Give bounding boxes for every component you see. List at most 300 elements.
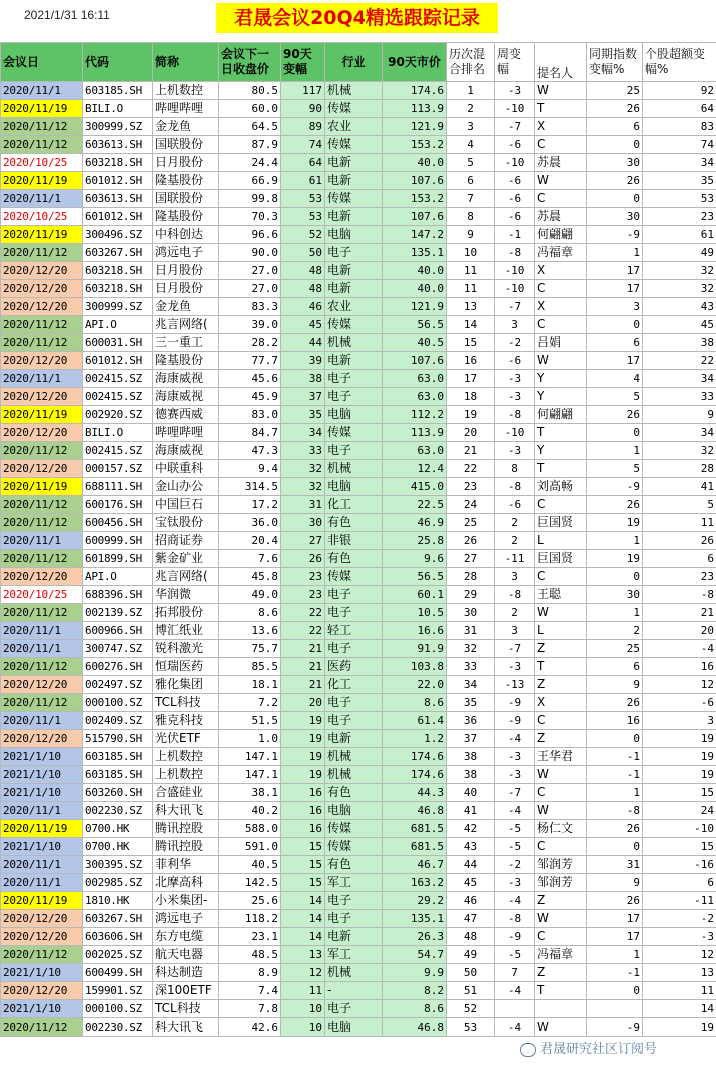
cell-excess[interactable]: 15 bbox=[643, 784, 716, 802]
cell-code[interactable]: 002139.SZ bbox=[83, 604, 153, 622]
cell-rank[interactable]: 31 bbox=[447, 622, 495, 640]
cell-mcap[interactable]: 40.0 bbox=[383, 280, 447, 298]
table-row[interactable] bbox=[1, 460, 716, 478]
cell-excess[interactable]: 13 bbox=[643, 964, 716, 982]
cell-date[interactable]: 2020/11/12 bbox=[1, 1018, 83, 1037]
cell-weekchg[interactable]: -6 bbox=[495, 496, 535, 514]
cell-industry[interactable]: 传媒 bbox=[325, 568, 383, 586]
cell-person[interactable]: X bbox=[535, 118, 587, 136]
cell-rank[interactable]: 14 bbox=[447, 316, 495, 334]
cell-close[interactable]: 588.0 bbox=[219, 820, 281, 838]
cell-chg90[interactable]: 30 bbox=[281, 514, 325, 532]
cell-mcap[interactable]: 8.6 bbox=[383, 1000, 447, 1018]
cell-weekchg[interactable]: -8 bbox=[495, 910, 535, 928]
cell-name[interactable]: 哔哩哔哩 bbox=[153, 100, 219, 118]
table-row[interactable] bbox=[1, 388, 716, 406]
cell-idx[interactable]: 1 bbox=[587, 532, 643, 550]
cell-person[interactable]: 冯福章 bbox=[535, 244, 587, 262]
cell-date[interactable]: 2020/11/12 bbox=[1, 136, 83, 154]
cell-excess[interactable]: 32 bbox=[643, 280, 716, 298]
cell-close[interactable]: 8.6 bbox=[219, 604, 281, 622]
table-row[interactable] bbox=[1, 172, 716, 190]
cell-industry[interactable]: 电子 bbox=[325, 694, 383, 712]
cell-name[interactable]: 锐科激光 bbox=[153, 640, 219, 658]
cell-industry[interactable]: 电子 bbox=[325, 388, 383, 406]
cell-code[interactable]: 600456.SH bbox=[83, 514, 153, 532]
cell-industry[interactable]: 机械 bbox=[325, 766, 383, 784]
table-row[interactable] bbox=[1, 928, 716, 946]
cell-excess[interactable]: 19 bbox=[643, 730, 716, 748]
cell-industry[interactable]: 机械 bbox=[325, 748, 383, 766]
cell-rank[interactable]: 42 bbox=[447, 820, 495, 838]
cell-person[interactable]: W bbox=[535, 802, 587, 820]
cell-excess[interactable]: 92 bbox=[643, 82, 716, 100]
table-row[interactable] bbox=[1, 892, 716, 910]
cell-person[interactable]: 吕娟 bbox=[535, 334, 587, 352]
cell-date[interactable]: 2020/11/1 bbox=[1, 190, 83, 208]
cell-date[interactable]: 2020/11/1 bbox=[1, 82, 83, 100]
cell-idx[interactable]: 0 bbox=[587, 982, 643, 1000]
cell-weekchg[interactable]: -6 bbox=[495, 136, 535, 154]
cell-idx[interactable]: 25 bbox=[587, 82, 643, 100]
cell-person[interactable]: C bbox=[535, 316, 587, 334]
cell-mcap[interactable]: 147.2 bbox=[383, 226, 447, 244]
cell-close[interactable]: 64.5 bbox=[219, 118, 281, 136]
cell-weekchg[interactable]: -13 bbox=[495, 676, 535, 694]
cell-idx[interactable]: -8 bbox=[587, 802, 643, 820]
cell-date[interactable]: 2021/1/10 bbox=[1, 784, 83, 802]
cell-excess[interactable]: 3 bbox=[643, 712, 716, 730]
cell-excess[interactable]: 5 bbox=[643, 496, 716, 514]
cell-weekchg[interactable]: -9 bbox=[495, 712, 535, 730]
cell-rank[interactable]: 11 bbox=[447, 262, 495, 280]
cell-chg90[interactable]: 48 bbox=[281, 280, 325, 298]
cell-excess[interactable]: 34 bbox=[643, 154, 716, 172]
table-row[interactable] bbox=[1, 496, 716, 514]
cell-mcap[interactable]: 40.0 bbox=[383, 154, 447, 172]
cell-idx[interactable]: 0 bbox=[587, 316, 643, 334]
cell-chg90[interactable]: 32 bbox=[281, 460, 325, 478]
cell-weekchg[interactable]: -3 bbox=[495, 658, 535, 676]
cell-mcap[interactable]: 107.6 bbox=[383, 172, 447, 190]
cell-idx[interactable]: 19 bbox=[587, 514, 643, 532]
cell-weekchg[interactable]: -7 bbox=[495, 298, 535, 316]
table-row[interactable] bbox=[1, 118, 716, 136]
cell-chg90[interactable]: 15 bbox=[281, 838, 325, 856]
cell-date[interactable]: 2020/11/19 bbox=[1, 406, 83, 424]
cell-code[interactable]: 601012.SH bbox=[83, 208, 153, 226]
cell-date[interactable]: 2020/11/12 bbox=[1, 694, 83, 712]
cell-close[interactable]: 42.6 bbox=[219, 1018, 281, 1037]
cell-rank[interactable]: 11 bbox=[447, 280, 495, 298]
cell-date[interactable]: 2020/12/20 bbox=[1, 262, 83, 280]
cell-name[interactable]: 招商证券 bbox=[153, 532, 219, 550]
cell-chg90[interactable]: 14 bbox=[281, 910, 325, 928]
cell-chg90[interactable]: 74 bbox=[281, 136, 325, 154]
cell-mcap[interactable]: 10.5 bbox=[383, 604, 447, 622]
cell-chg90[interactable]: 46 bbox=[281, 298, 325, 316]
cell-date[interactable]: 2020/11/1 bbox=[1, 874, 83, 892]
cell-excess[interactable]: 23 bbox=[643, 208, 716, 226]
cell-rank[interactable]: 21 bbox=[447, 442, 495, 460]
cell-excess[interactable]: -3 bbox=[643, 928, 716, 946]
cell-date[interactable]: 2020/12/20 bbox=[1, 280, 83, 298]
cell-close[interactable]: 24.4 bbox=[219, 154, 281, 172]
cell-weekchg[interactable]: -7 bbox=[495, 784, 535, 802]
cell-weekchg[interactable]: -5 bbox=[495, 820, 535, 838]
cell-mcap[interactable]: 54.7 bbox=[383, 946, 447, 964]
table-row[interactable] bbox=[1, 604, 716, 622]
cell-code[interactable]: 600499.SH bbox=[83, 964, 153, 982]
header-rank[interactable]: 历次混合排名 bbox=[447, 43, 495, 82]
cell-name[interactable]: 海康威视 bbox=[153, 370, 219, 388]
cell-mcap[interactable]: 9.9 bbox=[383, 964, 447, 982]
cell-mcap[interactable]: 121.9 bbox=[383, 118, 447, 136]
cell-close[interactable]: 75.7 bbox=[219, 640, 281, 658]
cell-close[interactable]: 48.5 bbox=[219, 946, 281, 964]
cell-industry[interactable]: 化工 bbox=[325, 676, 383, 694]
table-row[interactable] bbox=[1, 82, 716, 100]
cell-name[interactable]: 拓邦股份 bbox=[153, 604, 219, 622]
cell-mcap[interactable]: 91.9 bbox=[383, 640, 447, 658]
cell-name[interactable]: 上机数控 bbox=[153, 82, 219, 100]
cell-close[interactable]: 118.2 bbox=[219, 910, 281, 928]
cell-code[interactable]: 002497.SZ bbox=[83, 676, 153, 694]
cell-name[interactable]: 腾讯控股 bbox=[153, 838, 219, 856]
cell-close[interactable]: 99.8 bbox=[219, 190, 281, 208]
cell-weekchg[interactable]: -4 bbox=[495, 982, 535, 1000]
cell-rank[interactable]: 32 bbox=[447, 640, 495, 658]
cell-close[interactable]: 147.1 bbox=[219, 748, 281, 766]
cell-person[interactable]: 邹润芳 bbox=[535, 856, 587, 874]
cell-close[interactable]: 90.0 bbox=[219, 244, 281, 262]
cell-name[interactable]: 上机数控 bbox=[153, 748, 219, 766]
cell-person[interactable]: X bbox=[535, 298, 587, 316]
cell-mcap[interactable]: 174.6 bbox=[383, 766, 447, 784]
cell-industry[interactable]: 农业 bbox=[325, 118, 383, 136]
cell-rank[interactable]: 34 bbox=[447, 676, 495, 694]
cell-code[interactable]: 603606.SH bbox=[83, 928, 153, 946]
cell-rank[interactable]: 29 bbox=[447, 586, 495, 604]
table-row[interactable] bbox=[1, 640, 716, 658]
cell-person[interactable]: T bbox=[535, 424, 587, 442]
cell-industry[interactable]: 农业 bbox=[325, 298, 383, 316]
cell-name[interactable]: 科达制造 bbox=[153, 964, 219, 982]
cell-industry[interactable]: 电子 bbox=[325, 910, 383, 928]
cell-weekchg[interactable]: -3 bbox=[495, 370, 535, 388]
cell-code[interactable]: 002415.SZ bbox=[83, 442, 153, 460]
cell-idx[interactable]: 26 bbox=[587, 820, 643, 838]
cell-idx[interactable]: 26 bbox=[587, 892, 643, 910]
cell-date[interactable]: 2021/1/10 bbox=[1, 766, 83, 784]
cell-idx[interactable]: 16 bbox=[587, 712, 643, 730]
cell-person[interactable]: W bbox=[535, 604, 587, 622]
cell-excess[interactable]: 19 bbox=[643, 766, 716, 784]
table-row[interactable] bbox=[1, 622, 716, 640]
cell-name[interactable]: 中联重科 bbox=[153, 460, 219, 478]
cell-excess[interactable]: 41 bbox=[643, 478, 716, 496]
cell-date[interactable]: 2020/11/1 bbox=[1, 640, 83, 658]
cell-weekchg[interactable]: -10 bbox=[495, 280, 535, 298]
cell-idx[interactable]: 2 bbox=[587, 622, 643, 640]
cell-close[interactable]: 51.5 bbox=[219, 712, 281, 730]
cell-code[interactable]: 601012.SH bbox=[83, 172, 153, 190]
cell-close[interactable]: 45.6 bbox=[219, 370, 281, 388]
cell-person[interactable]: W bbox=[535, 1018, 587, 1037]
cell-industry[interactable]: 有色 bbox=[325, 856, 383, 874]
cell-chg90[interactable]: 21 bbox=[281, 640, 325, 658]
cell-close[interactable]: 7.4 bbox=[219, 982, 281, 1000]
cell-code[interactable]: 000100.SZ bbox=[83, 694, 153, 712]
cell-date[interactable]: 2020/10/25 bbox=[1, 208, 83, 226]
table-row[interactable] bbox=[1, 856, 716, 874]
cell-code[interactable]: 0700.HK bbox=[83, 838, 153, 856]
cell-close[interactable]: 8.9 bbox=[219, 964, 281, 982]
cell-chg90[interactable]: 16 bbox=[281, 802, 325, 820]
cell-code[interactable]: 300999.SZ bbox=[83, 118, 153, 136]
cell-name[interactable]: 三一重工 bbox=[153, 334, 219, 352]
cell-name[interactable]: 紫金矿业 bbox=[153, 550, 219, 568]
header-mcap[interactable]: 90天市价 bbox=[383, 43, 447, 82]
cell-rank[interactable]: 4 bbox=[447, 136, 495, 154]
cell-weekchg[interactable] bbox=[495, 1000, 535, 1018]
table-row[interactable] bbox=[1, 514, 716, 532]
cell-idx[interactable]: 17 bbox=[587, 262, 643, 280]
cell-name[interactable]: 东方电缆 bbox=[153, 928, 219, 946]
cell-name[interactable]: 博汇纸业 bbox=[153, 622, 219, 640]
cell-weekchg[interactable]: -11 bbox=[495, 550, 535, 568]
cell-rank[interactable]: 2 bbox=[447, 100, 495, 118]
cell-weekchg[interactable]: 2 bbox=[495, 604, 535, 622]
cell-rank[interactable]: 30 bbox=[447, 604, 495, 622]
cell-industry[interactable]: - bbox=[325, 982, 383, 1000]
cell-excess[interactable]: 61 bbox=[643, 226, 716, 244]
cell-industry[interactable]: 传媒 bbox=[325, 820, 383, 838]
cell-date[interactable]: 2020/12/20 bbox=[1, 352, 83, 370]
cell-code[interactable]: 0700.HK bbox=[83, 820, 153, 838]
table-row[interactable] bbox=[1, 352, 716, 370]
cell-chg90[interactable]: 53 bbox=[281, 190, 325, 208]
cell-idx[interactable]: 6 bbox=[587, 118, 643, 136]
cell-idx[interactable]: -9 bbox=[587, 1018, 643, 1037]
cell-weekchg[interactable]: -3 bbox=[495, 748, 535, 766]
cell-rank[interactable]: 13 bbox=[447, 298, 495, 316]
cell-mcap[interactable]: 44.3 bbox=[383, 784, 447, 802]
cell-mcap[interactable]: 22.0 bbox=[383, 676, 447, 694]
cell-code[interactable]: 300395.SZ bbox=[83, 856, 153, 874]
table-row[interactable] bbox=[1, 370, 716, 388]
cell-rank[interactable]: 48 bbox=[447, 928, 495, 946]
cell-rank[interactable]: 26 bbox=[447, 532, 495, 550]
cell-chg90[interactable]: 15 bbox=[281, 856, 325, 874]
cell-name[interactable]: 宝钛股份 bbox=[153, 514, 219, 532]
table-row[interactable] bbox=[1, 658, 716, 676]
cell-mcap[interactable]: 174.6 bbox=[383, 82, 447, 100]
cell-rank[interactable]: 23 bbox=[447, 478, 495, 496]
cell-date[interactable]: 2020/12/20 bbox=[1, 910, 83, 928]
cell-weekchg[interactable]: -7 bbox=[495, 118, 535, 136]
cell-idx[interactable]: 6 bbox=[587, 658, 643, 676]
cell-name[interactable]: TCL科技 bbox=[153, 1000, 219, 1018]
cell-person[interactable]: 刘高畅 bbox=[535, 478, 587, 496]
cell-rank[interactable]: 7 bbox=[447, 190, 495, 208]
cell-code[interactable]: 600176.SH bbox=[83, 496, 153, 514]
cell-code[interactable]: 601899.SH bbox=[83, 550, 153, 568]
table-row[interactable] bbox=[1, 820, 716, 838]
cell-date[interactable]: 2020/11/19 bbox=[1, 892, 83, 910]
cell-person[interactable]: 何翩翩 bbox=[535, 406, 587, 424]
cell-weekchg[interactable]: 8 bbox=[495, 460, 535, 478]
cell-close[interactable]: 25.6 bbox=[219, 892, 281, 910]
cell-idx[interactable]: 19 bbox=[587, 550, 643, 568]
cell-date[interactable]: 2021/1/10 bbox=[1, 838, 83, 856]
cell-code[interactable]: 600276.SH bbox=[83, 658, 153, 676]
cell-close[interactable]: 39.0 bbox=[219, 316, 281, 334]
cell-excess[interactable]: 45 bbox=[643, 316, 716, 334]
table-row[interactable] bbox=[1, 838, 716, 856]
cell-mcap[interactable]: 681.5 bbox=[383, 820, 447, 838]
cell-idx[interactable]: 17 bbox=[587, 352, 643, 370]
cell-excess[interactable]: 12 bbox=[643, 676, 716, 694]
cell-weekchg[interactable]: -8 bbox=[495, 244, 535, 262]
cell-close[interactable]: 83.3 bbox=[219, 298, 281, 316]
cell-weekchg[interactable]: -3 bbox=[495, 874, 535, 892]
cell-excess[interactable]: 6 bbox=[643, 550, 716, 568]
cell-mcap[interactable]: 56.5 bbox=[383, 568, 447, 586]
cell-date[interactable]: 2020/11/1 bbox=[1, 856, 83, 874]
cell-person[interactable]: C bbox=[535, 496, 587, 514]
table-row[interactable] bbox=[1, 298, 716, 316]
cell-person[interactable]: 巨国贤 bbox=[535, 550, 587, 568]
cell-mcap[interactable]: 1.2 bbox=[383, 730, 447, 748]
cell-date[interactable]: 2021/1/10 bbox=[1, 1000, 83, 1018]
cell-mcap[interactable]: 40.5 bbox=[383, 334, 447, 352]
cell-date[interactable]: 2020/11/19 bbox=[1, 172, 83, 190]
cell-mcap[interactable]: 121.9 bbox=[383, 298, 447, 316]
cell-code[interactable]: 600966.SH bbox=[83, 622, 153, 640]
cell-idx[interactable]: 26 bbox=[587, 496, 643, 514]
cell-mcap[interactable]: 681.5 bbox=[383, 838, 447, 856]
cell-person[interactable]: 苏晨 bbox=[535, 208, 587, 226]
cell-weekchg[interactable]: -3 bbox=[495, 766, 535, 784]
cell-idx[interactable]: 9 bbox=[587, 874, 643, 892]
cell-weekchg[interactable]: 3 bbox=[495, 568, 535, 586]
cell-idx[interactable]: 0 bbox=[587, 838, 643, 856]
cell-code[interactable]: API.O bbox=[83, 568, 153, 586]
table-row[interactable] bbox=[1, 694, 716, 712]
cell-industry[interactable]: 传媒 bbox=[325, 838, 383, 856]
table-row[interactable] bbox=[1, 478, 716, 496]
cell-close[interactable]: 1.0 bbox=[219, 730, 281, 748]
cell-mcap[interactable]: 46.9 bbox=[383, 514, 447, 532]
cell-name[interactable]: 海康威视 bbox=[153, 388, 219, 406]
cell-person[interactable]: L bbox=[535, 532, 587, 550]
header-date[interactable]: 会议日 bbox=[1, 43, 83, 82]
cell-chg90[interactable]: 44 bbox=[281, 334, 325, 352]
cell-code[interactable]: 603613.SH bbox=[83, 136, 153, 154]
cell-code[interactable]: 000100.SZ bbox=[83, 1000, 153, 1018]
cell-weekchg[interactable]: -1 bbox=[495, 226, 535, 244]
cell-excess[interactable]: -10 bbox=[643, 820, 716, 838]
cell-person[interactable]: T bbox=[535, 460, 587, 478]
cell-name[interactable]: 小米集团- bbox=[153, 892, 219, 910]
cell-rank[interactable]: 17 bbox=[447, 370, 495, 388]
cell-person[interactable]: W bbox=[535, 82, 587, 100]
table-row[interactable] bbox=[1, 982, 716, 1000]
cell-person[interactable]: Z bbox=[535, 892, 587, 910]
cell-close[interactable]: 27.0 bbox=[219, 280, 281, 298]
header-close[interactable]: 会议下一日收盘价 bbox=[219, 43, 281, 82]
cell-person[interactable]: C bbox=[535, 928, 587, 946]
cell-name[interactable]: 华润微 bbox=[153, 586, 219, 604]
cell-chg90[interactable]: 11 bbox=[281, 982, 325, 1000]
cell-chg90[interactable]: 19 bbox=[281, 712, 325, 730]
cell-date[interactable]: 2020/11/12 bbox=[1, 496, 83, 514]
cell-date[interactable]: 2021/1/10 bbox=[1, 964, 83, 982]
cell-chg90[interactable]: 39 bbox=[281, 352, 325, 370]
cell-close[interactable]: 83.0 bbox=[219, 406, 281, 424]
cell-industry[interactable]: 机械 bbox=[325, 460, 383, 478]
cell-weekchg[interactable]: -10 bbox=[495, 262, 535, 280]
cell-weekchg[interactable]: -2 bbox=[495, 334, 535, 352]
cell-close[interactable]: 7.6 bbox=[219, 550, 281, 568]
table-row[interactable] bbox=[1, 910, 716, 928]
cell-idx[interactable]: 25 bbox=[587, 640, 643, 658]
cell-close[interactable]: 45.9 bbox=[219, 388, 281, 406]
cell-chg90[interactable]: 21 bbox=[281, 676, 325, 694]
cell-weekchg[interactable]: -4 bbox=[495, 802, 535, 820]
cell-weekchg[interactable]: -6 bbox=[495, 352, 535, 370]
cell-mcap[interactable]: 12.4 bbox=[383, 460, 447, 478]
cell-close[interactable]: 70.3 bbox=[219, 208, 281, 226]
cell-weekchg[interactable]: 2 bbox=[495, 532, 535, 550]
cell-code[interactable]: 002415.SZ bbox=[83, 370, 153, 388]
cell-close[interactable]: 87.9 bbox=[219, 136, 281, 154]
cell-date[interactable]: 2020/11/19 bbox=[1, 226, 83, 244]
cell-date[interactable]: 2020/11/12 bbox=[1, 118, 83, 136]
cell-date[interactable]: 2020/12/20 bbox=[1, 982, 83, 1000]
cell-chg90[interactable]: 45 bbox=[281, 316, 325, 334]
cell-chg90[interactable]: 19 bbox=[281, 730, 325, 748]
cell-mcap[interactable]: 16.6 bbox=[383, 622, 447, 640]
cell-idx[interactable]: 26 bbox=[587, 694, 643, 712]
table-row[interactable] bbox=[1, 784, 716, 802]
cell-industry[interactable]: 传媒 bbox=[325, 190, 383, 208]
table-row[interactable] bbox=[1, 316, 716, 334]
header-name[interactable]: 简称 bbox=[153, 43, 219, 82]
header-industry[interactable]: 行业 bbox=[325, 43, 383, 82]
cell-excess[interactable]: 35 bbox=[643, 172, 716, 190]
cell-mcap[interactable]: 113.9 bbox=[383, 424, 447, 442]
cell-name[interactable]: 金龙鱼 bbox=[153, 298, 219, 316]
cell-weekchg[interactable]: 3 bbox=[495, 316, 535, 334]
cell-weekchg[interactable]: 3 bbox=[495, 622, 535, 640]
cell-chg90[interactable]: 19 bbox=[281, 748, 325, 766]
cell-close[interactable]: 49.0 bbox=[219, 586, 281, 604]
cell-excess[interactable]: 19 bbox=[643, 748, 716, 766]
cell-date[interactable]: 2020/12/20 bbox=[1, 388, 83, 406]
cell-weekchg[interactable]: -3 bbox=[495, 442, 535, 460]
cell-industry[interactable]: 电脑 bbox=[325, 406, 383, 424]
cell-close[interactable]: 142.5 bbox=[219, 874, 281, 892]
header-excess[interactable]: 个股超额变幅% bbox=[643, 43, 716, 82]
cell-code[interactable]: 002415.SZ bbox=[83, 388, 153, 406]
cell-chg90[interactable]: 23 bbox=[281, 568, 325, 586]
cell-industry[interactable]: 电新 bbox=[325, 262, 383, 280]
cell-idx[interactable]: 0 bbox=[587, 136, 643, 154]
cell-idx[interactable]: 0 bbox=[587, 730, 643, 748]
cell-mcap[interactable]: 63.0 bbox=[383, 388, 447, 406]
